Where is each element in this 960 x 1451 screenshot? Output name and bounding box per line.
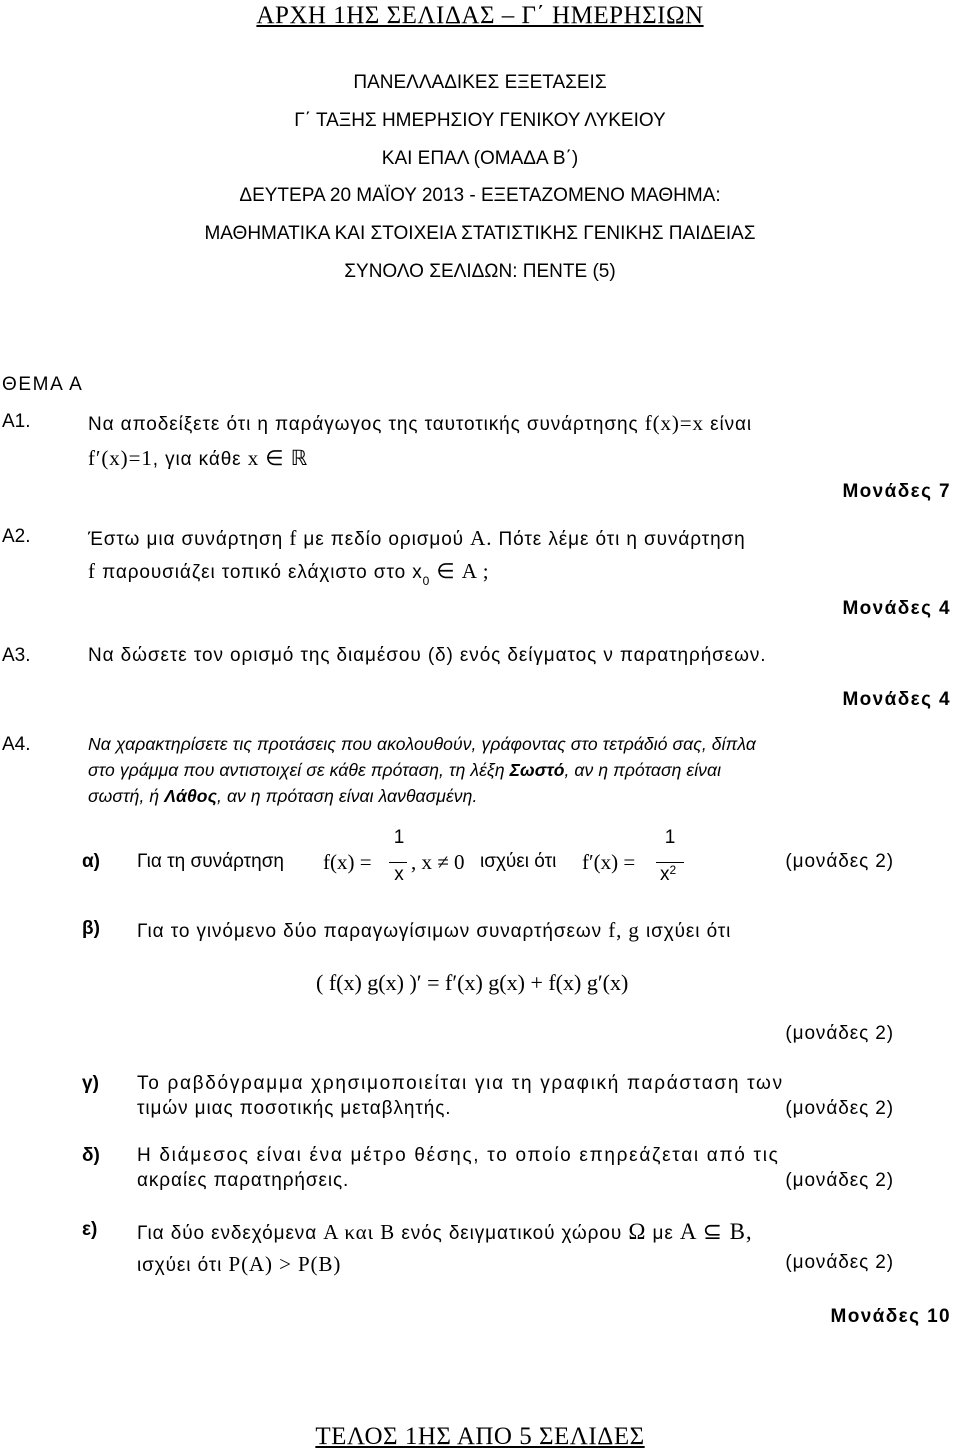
item-e-text-1: Για δύο ενδεχόμενα: [137, 1223, 318, 1244]
item-c-marks: (μονάδες 2): [785, 1098, 894, 1119]
title-line-1: ΠΑΝΕΛΛΑΔΙΚΕΣ ΕΞΕΤΑΣΕΙΣ: [353, 72, 607, 93]
title-line-6: ΣΥΝΟΛΟ ΣΕΛΙΔΩΝ: ΠΕΝΤΕ (5): [344, 261, 616, 282]
a2-math-A: Α.: [470, 526, 493, 550]
a2-line-2: [88, 559, 490, 588]
a1-math-derivative: f′(x)=1: [88, 446, 153, 470]
a2-math-x: x: [412, 562, 423, 583]
a2-text-2: παρουσιάζει τοπικό ελάχιστο στο: [102, 562, 407, 583]
item-a-text-2: ισχύει ότι: [480, 851, 557, 872]
a4-marks: Μονάδες 10: [830, 1306, 951, 1327]
item-b-text-end: ισχύει ότι: [645, 921, 732, 942]
a1-text-end: είναι: [710, 414, 753, 435]
a1-text-2: , για κάθε: [152, 449, 242, 470]
a1-marks: Μονάδες 7: [842, 481, 951, 502]
a1-line-1: [88, 411, 752, 436]
a2-math-subscript: 0: [422, 574, 431, 588]
a4-label: Α4.: [2, 734, 31, 755]
a2-marks: Μονάδες 4: [842, 598, 951, 619]
a2-math-in-A: ∈ Α ;: [436, 559, 490, 583]
item-e-line-1: [137, 1219, 753, 1245]
title-line-3: ΚΑΙ ΕΠΑΛ (ΟΜΑΔΑ Β΄): [381, 148, 579, 169]
item-e-math-omega: Ω: [628, 1219, 647, 1244]
a4-intro-2-text: στο γράμμα που αντιστοιχεί σε κάθε πρόταση, τη λέξη: [88, 760, 505, 780]
item-e-letter: ε): [82, 1219, 98, 1240]
page-footer: ΤΕΛΟΣ 1ΗΣ ΑΠΟ 5 ΣΕΛΙΔΕΣ: [315, 1423, 645, 1450]
a2-math-f2: f: [88, 559, 96, 583]
item-e-text-2: ενός δειγματικού χώρου: [401, 1223, 623, 1244]
a1-text: Να αποδείξετε ότι η παράγωγος της ταυτοτικής συνάρτησης: [88, 414, 639, 435]
item-c-line-2: τιμών μιας ποσοτικής μεταβλητής.: [137, 1098, 452, 1119]
item-a-condition: , x ≠ 0: [411, 850, 465, 874]
a2-text: Έστω μια συνάρτηση: [88, 529, 284, 550]
item-a-den2-exponent: 2: [669, 863, 677, 877]
a4-word-correct: Σωστό: [509, 760, 565, 780]
a4-intro-3-text: σωστή, ή: [88, 786, 160, 806]
item-b-math-fg: f, g: [608, 918, 640, 942]
page-header: ΑΡΧΗ 1ΗΣ ΣΕΛΙΔΑΣ – Γ΄ ΗΜΕΡΗΣΙΩΝ: [256, 2, 704, 29]
theme-title: ΘΕΜΑ Α: [2, 374, 84, 395]
item-a-marks: (μονάδες 2): [785, 851, 894, 872]
a3-label: Α3.: [2, 645, 31, 666]
title-line-2: Γ΄ ΤΑΞΗΣ ΗΜΕΡΗΣΙΟΥ ΓΕΝΙΚΟΥ ΛΥΚΕΙΟΥ: [294, 110, 666, 131]
a1-line-2: [88, 446, 308, 471]
a1-math-domain: x ∈ ℝ: [247, 446, 309, 470]
item-a-fp-lhs: f′(x) =: [582, 850, 636, 874]
item-a-numerator: 1: [393, 827, 405, 848]
item-a-f-lhs: f(x) =: [323, 850, 372, 874]
a1-label: Α1.: [2, 411, 31, 432]
item-e-line-2: [137, 1252, 341, 1277]
a2-line-1: [88, 526, 746, 551]
a4-intro-3: [88, 786, 477, 807]
item-e-math-subset: Α ⊆ Β,: [679, 1219, 753, 1244]
a2-text-end: Πότε λέμε ότι η συνάρτηση: [498, 529, 746, 550]
a4-intro-3-end: , αν η πρόταση είναι λανθασμένη.: [217, 786, 478, 806]
a4-word-wrong: Λάθος: [164, 786, 218, 806]
item-a-text-1: Για τη συνάρτηση: [137, 851, 284, 872]
item-a-letter: α): [82, 851, 101, 872]
item-a-denominator-2: [660, 864, 676, 886]
item-b-text: [137, 918, 731, 943]
item-d-letter: δ): [82, 1145, 100, 1166]
item-e-text-4: ισχύει ότι: [137, 1255, 223, 1276]
item-d-line-2: ακραίες παρατηρήσεις.: [137, 1170, 350, 1191]
a2-label: Α2.: [2, 526, 31, 547]
a2-text-mid: με πεδίο ορισμού: [303, 529, 464, 550]
a3-marks: Μονάδες 4: [842, 689, 951, 710]
item-c-letter: γ): [82, 1073, 99, 1094]
item-a-numerator-2: 1: [664, 827, 676, 848]
item-a-fraction-bar: [389, 862, 407, 863]
a3-text: Να δώσετε τον ορισμό της διαμέσου (δ) ενός δείγματος ν παρατηρήσεων.: [88, 645, 767, 666]
item-b-formula: ( f(x) g(x) )′ = f′(x) g(x) + f(x) g′(x): [316, 970, 629, 995]
item-e-math-probability: P(A) > P(B): [228, 1252, 342, 1276]
title-line-4: ΔΕΥΤΕΡΑ 20 ΜΑΪΟΥ 2013 - ΕΞΕΤΑΖΟΜΕΝΟ ΜΑΘΗΜΑ:: [239, 185, 721, 206]
item-c-line-1: Το ραβδόγραμμα χρησιμοποιείται για τη γραφική παράσταση των: [137, 1073, 784, 1094]
item-d-line-1: Η διάμεσος είναι ένα μέτρο θέσης, το οποίο επηρεάζεται από τις: [137, 1145, 780, 1166]
item-e-math-events: Α και Β: [323, 1220, 396, 1244]
item-e-marks: (μονάδες 2): [785, 1252, 894, 1273]
a4-intro-2-end: , αν η πρόταση είναι: [564, 760, 722, 780]
item-b-letter: β): [82, 918, 100, 939]
a4-intro-1: Να χαρακτηρίσετε τις προτάσεις που ακολουθούν, γράφοντας στο τετράδιό σας, δίπλα: [88, 734, 756, 754]
a2-math-f: f: [289, 526, 298, 550]
item-a-denominator: x: [394, 864, 404, 885]
item-d-marks: (μονάδες 2): [785, 1170, 894, 1191]
item-b-text-main: Για το γινόμενο δύο παραγωγίσιμων συναρτήσεων: [137, 921, 603, 942]
a1-math-fx: f(x)=x: [644, 411, 704, 435]
title-line-5: ΜΑΘΗΜΑΤΙΚΑ ΚΑΙ ΣΤΟΙΧΕΙΑ ΣΤΑΤΙΣΤΙΚΗΣ ΓΕΝΙΚΗΣ ΠΑΙΔΕΙΑΣ: [204, 223, 756, 244]
a4-intro-2: [88, 760, 721, 781]
item-e-text-3: με: [652, 1223, 674, 1244]
item-a-den2-x: x: [660, 864, 670, 885]
item-b-marks: (μονάδες 2): [785, 1023, 894, 1044]
